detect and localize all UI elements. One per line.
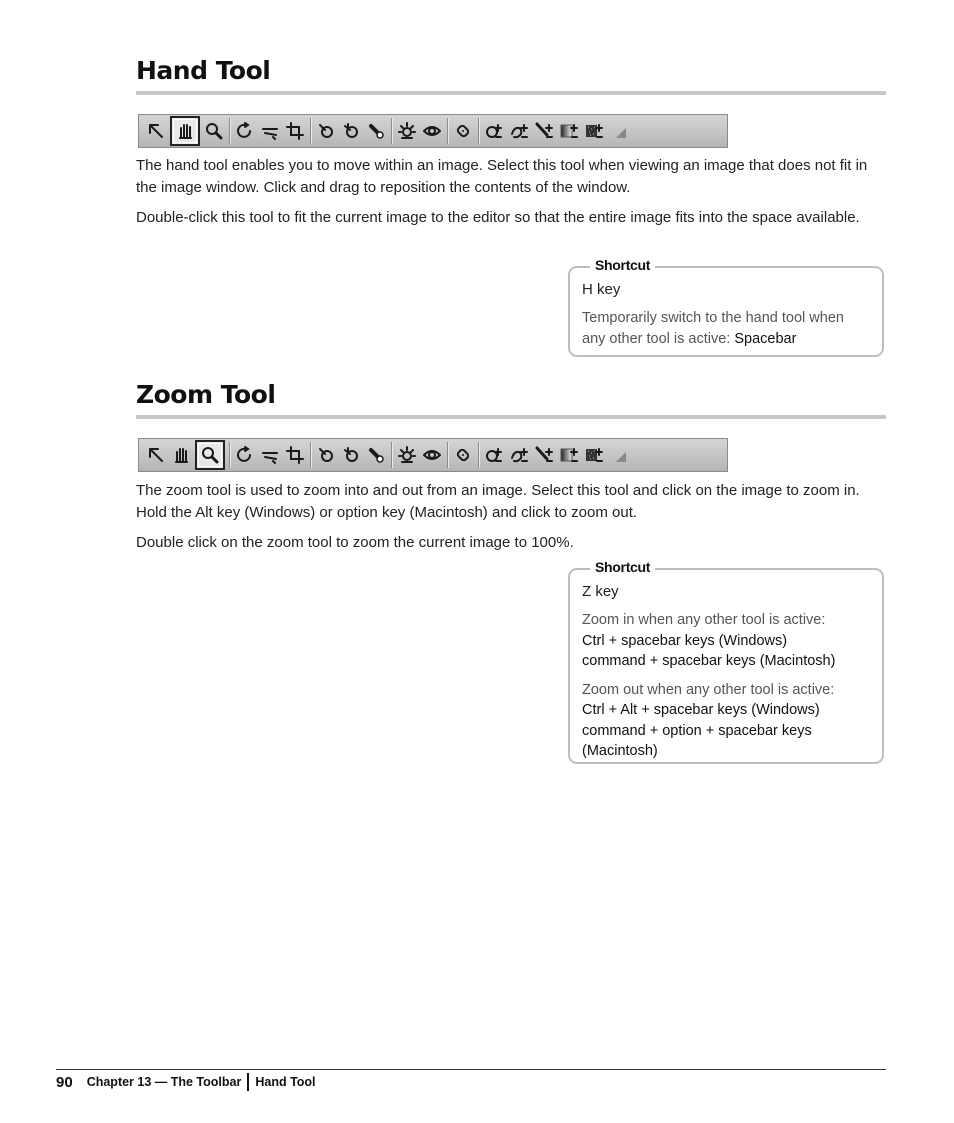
straighten-icon <box>259 442 281 468</box>
burn-icon <box>508 442 530 468</box>
toolbar-separator <box>229 118 230 144</box>
bandage-icon <box>452 442 474 468</box>
crop-icon <box>284 442 306 468</box>
spot-icon <box>365 442 387 468</box>
gradient-icon <box>558 442 580 468</box>
shortcut-box-zoom <box>568 559 884 764</box>
paragraph: The zoom tool is used to zoom into and out from an image. Select this tool and click on the image to zoom in. Hold the Alt key (Windows) or option key (Macintosh) and click to zoom out. <box>136 482 860 521</box>
shortcut-key: H key <box>582 281 621 298</box>
toolbar-separator <box>310 118 311 144</box>
noise-icon <box>583 118 605 144</box>
eye-icon <box>421 118 443 144</box>
dodge-icon <box>483 442 505 468</box>
toolbar-strip-hand <box>138 114 728 148</box>
toolbar-separator <box>391 442 392 468</box>
shortcut-title: Shortcut <box>590 559 655 575</box>
toolbar-separator <box>310 442 311 468</box>
corner-icon <box>608 118 630 144</box>
shortcut-group <box>582 610 870 672</box>
shortcut-desc: Temporarily switch to the hand tool when any other tool is active: <box>582 310 844 347</box>
brush-icon <box>533 442 555 468</box>
section-rule <box>136 415 886 419</box>
toolbar-separator <box>229 442 230 468</box>
pet-eye-icon <box>340 442 362 468</box>
shortcut-group <box>582 308 870 349</box>
shortcut-keys: Ctrl + Alt + spacebar keys (Windows) <box>582 702 820 718</box>
hand-icon <box>170 442 192 468</box>
noise-icon <box>583 442 605 468</box>
footer-divider <box>247 1073 249 1091</box>
arrow-select-icon <box>145 442 167 468</box>
paragraph: Double-click this tool to fit the current image to the editor so that the entire image fits into the space available. <box>136 209 860 226</box>
shortcut-desc: Zoom out when any other tool is active: <box>582 681 835 698</box>
shortcut-keys: Ctrl + spacebar keys (Windows) <box>582 632 788 649</box>
straighten-icon <box>259 118 281 144</box>
crop-icon <box>284 118 306 144</box>
hand-icon <box>170 116 200 146</box>
toolbar-separator <box>447 118 448 144</box>
shortcut-keys: Spacebar <box>734 330 797 347</box>
spot-icon <box>365 118 387 144</box>
page-number: 90 <box>56 1073 73 1091</box>
page-footer <box>56 1072 316 1092</box>
section-title-zoom-tool: Zoom Tool <box>136 380 276 409</box>
toolbar-strip-zoom <box>138 438 728 472</box>
eye-icon <box>421 442 443 468</box>
rotate-icon <box>234 442 256 468</box>
zoom-icon <box>195 440 225 470</box>
section-rule <box>136 91 886 95</box>
redeye-icon <box>315 442 337 468</box>
toolbar-separator <box>447 442 448 468</box>
paragraph: Double click on the zoom tool to zoom the current image to 100%. <box>136 534 574 551</box>
gradient-icon <box>558 118 580 144</box>
shortcut-group <box>582 680 870 762</box>
redeye-icon <box>315 118 337 144</box>
footer-section: Hand Tool <box>255 1075 316 1089</box>
arrow-select-icon <box>145 118 167 144</box>
shortcut-keys: command + spacebar keys (Macintosh) <box>582 653 836 669</box>
brush-icon <box>533 118 555 144</box>
pet-eye-icon <box>340 118 362 144</box>
sparkle-icon <box>396 118 418 144</box>
toolbar-separator <box>391 118 392 144</box>
rotate-icon <box>234 118 256 144</box>
bandage-icon <box>452 118 474 144</box>
footer-chapter: Chapter 13 — The Toolbar <box>86 1075 242 1089</box>
shortcut-key: Z key <box>582 583 619 600</box>
toolbar-separator <box>478 442 479 468</box>
dodge-icon <box>483 118 505 144</box>
burn-icon <box>508 118 530 144</box>
corner-icon <box>608 442 630 468</box>
zoom-icon <box>203 118 225 144</box>
sparkle-icon <box>396 442 418 468</box>
section-title-hand-tool: Hand Tool <box>136 56 271 85</box>
shortcut-desc: Zoom in when any other tool is active: <box>582 612 826 628</box>
paragraph: The hand tool enables you to move within an image. Select this tool when viewing an image that does not fit in the image window. Click and drag to reposition the contents of the window. <box>136 157 868 196</box>
shortcut-keys: command + option + spacebar keys (Macintosh) <box>582 722 812 759</box>
toolbar-separator <box>478 118 479 144</box>
shortcut-box-hand <box>568 257 884 357</box>
shortcut-title: Shortcut <box>590 257 655 273</box>
footer-rule <box>56 1069 886 1070</box>
